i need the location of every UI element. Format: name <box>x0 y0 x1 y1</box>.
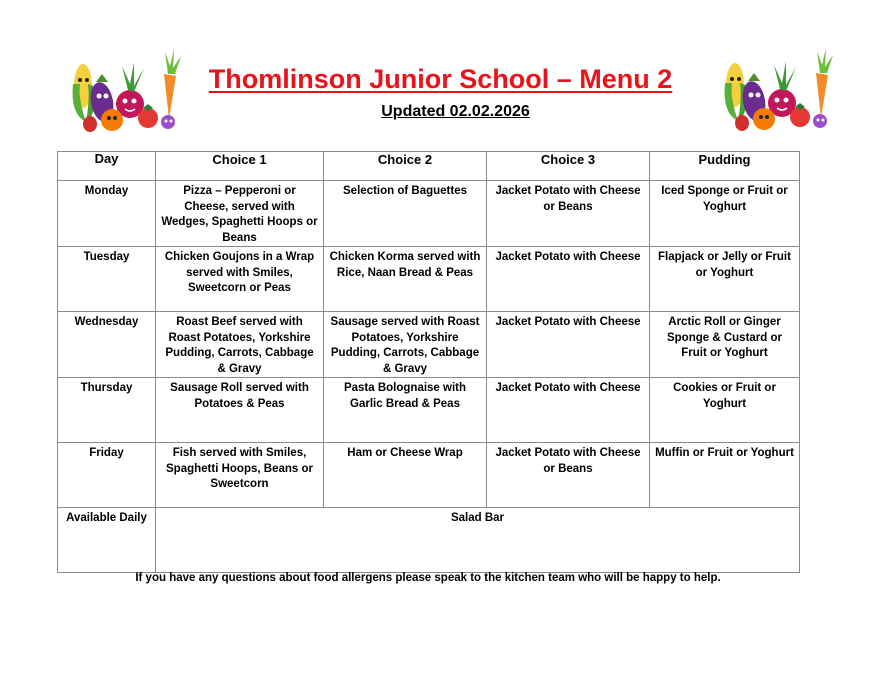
pudding-cell: Muffin or Fruit or Yoghurt <box>650 443 800 508</box>
choice1-cell: Roast Beef served with Roast Potatoes, Yorkshire Pudding, Carrots, Cabbage & Gravy <box>156 312 324 378</box>
day-cell: Friday <box>58 443 156 508</box>
choice2-cell: Ham or Cheese Wrap <box>324 443 487 508</box>
page-subtitle: Updated 02.02.2026 <box>381 103 530 120</box>
choice2-cell: Chicken Korma served with Rice, Naan Bread & Peas <box>324 247 487 312</box>
column-header-choice3: Choice 3 <box>487 152 650 181</box>
table-row <box>58 247 800 312</box>
choice1-cell: Pizza – Pepperoni or Cheese, served with Wedges, Spaghetti Hoops or Beans <box>156 181 324 247</box>
column-header-day-label: Day <box>94 151 119 166</box>
column-header-choice1: Choice 1 <box>156 152 324 181</box>
day-cell: Tuesday <box>58 247 156 312</box>
table-row <box>58 181 800 247</box>
allergen-footnote: If you have any questions about food allergens please speak to the kitchen team who will be happy to help. <box>135 572 721 584</box>
choice1-cell: Fish served with Smiles, Spaghetti Hoops, Beans or Sweetcorn <box>156 443 324 508</box>
day-cell: Wednesday <box>58 312 156 378</box>
available-daily-row <box>58 508 800 573</box>
choice3-cell: Jacket Potato with Cheese <box>487 247 650 312</box>
page-title: Thomlinson Junior School – Menu 2 <box>208 64 673 94</box>
choice3-cell: Jacket Potato with Cheese or Beans <box>487 181 650 247</box>
choice2-cell: Selection of Baguettes <box>324 181 487 247</box>
pudding-cell: Flapjack or Jelly or Fruit or Yoghurt <box>650 247 800 312</box>
table-row <box>58 312 800 378</box>
column-header-day <box>58 152 156 181</box>
table-row <box>58 443 800 508</box>
table-row <box>58 378 800 443</box>
column-header-pudding: Pudding <box>650 152 800 181</box>
choice1-cell: Chicken Goujons in a Wrap served with Smiles, Sweetcorn or Peas <box>156 247 324 312</box>
pudding-cell: Iced Sponge or Fruit or Yoghurt <box>650 181 800 247</box>
choice3-cell: Jacket Potato with Cheese <box>487 378 650 443</box>
available-daily-label: Available Daily <box>58 508 156 573</box>
salad-bar-cell: Salad Bar <box>156 508 800 573</box>
column-header-choice2: Choice 2 <box>324 152 487 181</box>
choice1-cell: Sausage Roll served with Potatoes & Peas <box>156 378 324 443</box>
choice2-cell: Pasta Bolognaise with Garlic Bread & Peas <box>324 378 487 443</box>
pudding-cell: Arctic Roll or Ginger Sponge & Custard or Fruit or Yoghurt <box>650 312 800 378</box>
choice3-cell: Jacket Potato with Cheese or Beans <box>487 443 650 508</box>
table-header-row <box>58 152 800 181</box>
day-cell: Monday <box>58 181 156 247</box>
pudding-cell: Cookies or Fruit or Yoghurt <box>650 378 800 443</box>
day-cell: Thursday <box>58 378 156 443</box>
menu-table <box>57 151 800 573</box>
choice3-cell: Jacket Potato with Cheese <box>487 312 650 378</box>
choice2-cell: Sausage served with Roast Potatoes, Yorkshire Pudding, Carrots, Cabbage & Gravy <box>324 312 487 378</box>
